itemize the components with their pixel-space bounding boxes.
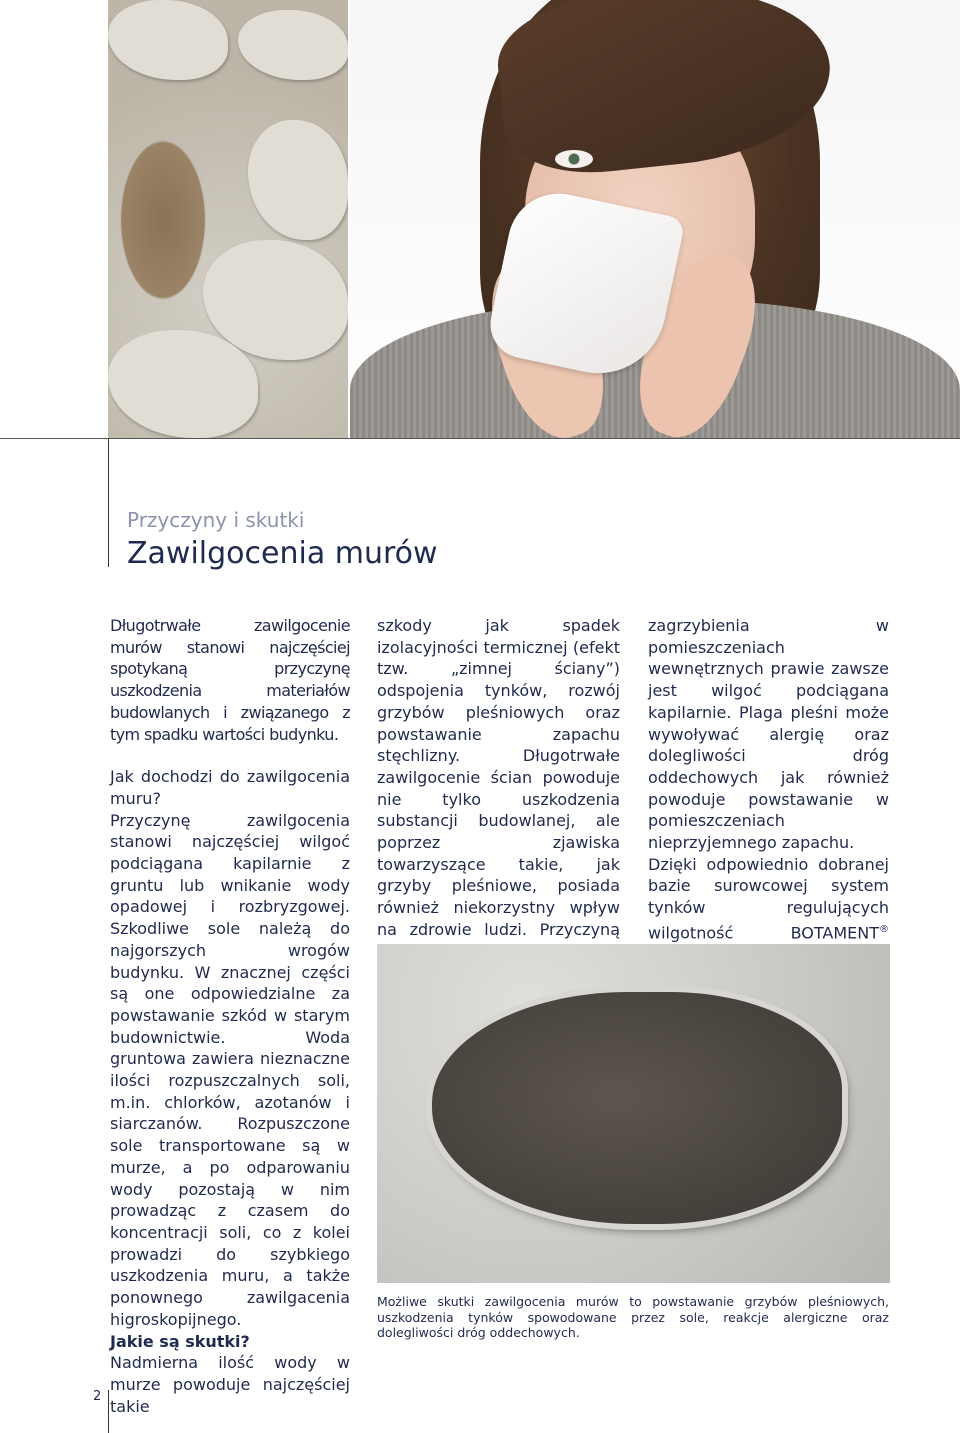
subheading-how: Jak dochodzi do zawilgocenia muru?	[110, 767, 350, 808]
woman-with-tissue-photo	[350, 0, 960, 438]
section-kicker: Przyczyny i skutki	[127, 508, 305, 532]
text-column-2	[377, 615, 620, 962]
body-paragraph: Przyczynę zawilgocenia stanowi najczęściej wilgoć podciągana kapilarnie z gruntu lub wnikanie wody opadowej i rozbryzgowej. Szkodliwe sole należą do najgorszych wrogów budynku. W znacznej części są one odpowiedzialne za powstawanie szkód w starym budownictwie. Woda gruntowa zawiera nieznaczne ilości rozpuszczalnych soli, m.in. chlorków, azotanów i siarczanów. Rozpuszczone sole transportowane są w murze, a po odparowaniu wody pozostają w nim prowadząc z czasem do koncentracji soli, co z kolei prowadzi do szybkiego uszkodzenia muru, a także ponownego zawilgacenia higroskopijnego.	[110, 810, 350, 1329]
peeling-wall-photo	[108, 0, 348, 438]
text-column-1	[110, 615, 350, 1417]
page-title: Zawilgocenia murów	[127, 536, 438, 571]
column-3-paragraph-2-start: Dzięki odpowiednio dobranej bazie surowcowej system tynków regulujących wilgotność BOTAMENT	[648, 854, 889, 943]
registered-mark: ®	[879, 923, 889, 935]
intro-paragraph: Długotrwałe zawilgocenie murów stanowi najczęściej spotykaną przyczynę uszkodzenia materiałów budowlanych i związanego z tym spadku wartości budynku.	[110, 616, 350, 744]
photo-caption: Możliwe skutki zawilgocenia murów to powstawanie grzybów pleśniowych, uszkodzenia tynków spowodowane przez sole, reakcje alergiczne oraz dolegliwości dróg oddechowych.	[377, 1294, 889, 1340]
subheading-effects: Jakie są skutki?	[110, 1331, 250, 1351]
heading-vertical-rule	[108, 439, 109, 567]
top-divider	[0, 438, 960, 439]
damaged-plaster-photo	[377, 944, 890, 1283]
page-number: 2	[93, 1389, 102, 1404]
body-paragraph-tail: Nadmierna ilość wody w murze powoduje najczęściej takie	[110, 1353, 350, 1416]
column-2-paragraph: szkody jak spadek izolacyjności termicznej (efekt tzw. „zimnej ściany”) odspojenia tynków, rozwój grzybów pleśniowych oraz powstawanie zapachu stęchlizny. Długotrwałe zawilgocenie ścian powoduje nie tylko uszkodzenia substancji budowlanej, ale poprzez zjawiska towarzyszące takie, jak grzyby pleśniowe, posiada również niekorzystny wpływ na zdrowie ludzi. Przyczyną	[377, 616, 620, 939]
folio-vertical-rule	[108, 1390, 109, 1433]
column-3-paragraph-1: zagrzybienia w pomieszczeniach wewnętrznych prawie zawsze jest wilgoć podciągana kapilarnie. Plaga pleśni może wywoływać alergię oraz dolegliwości dróg oddechowych jak również powoduje powstawanie w pomieszczeniach nieprzyjemnego zapachu.	[648, 616, 889, 853]
